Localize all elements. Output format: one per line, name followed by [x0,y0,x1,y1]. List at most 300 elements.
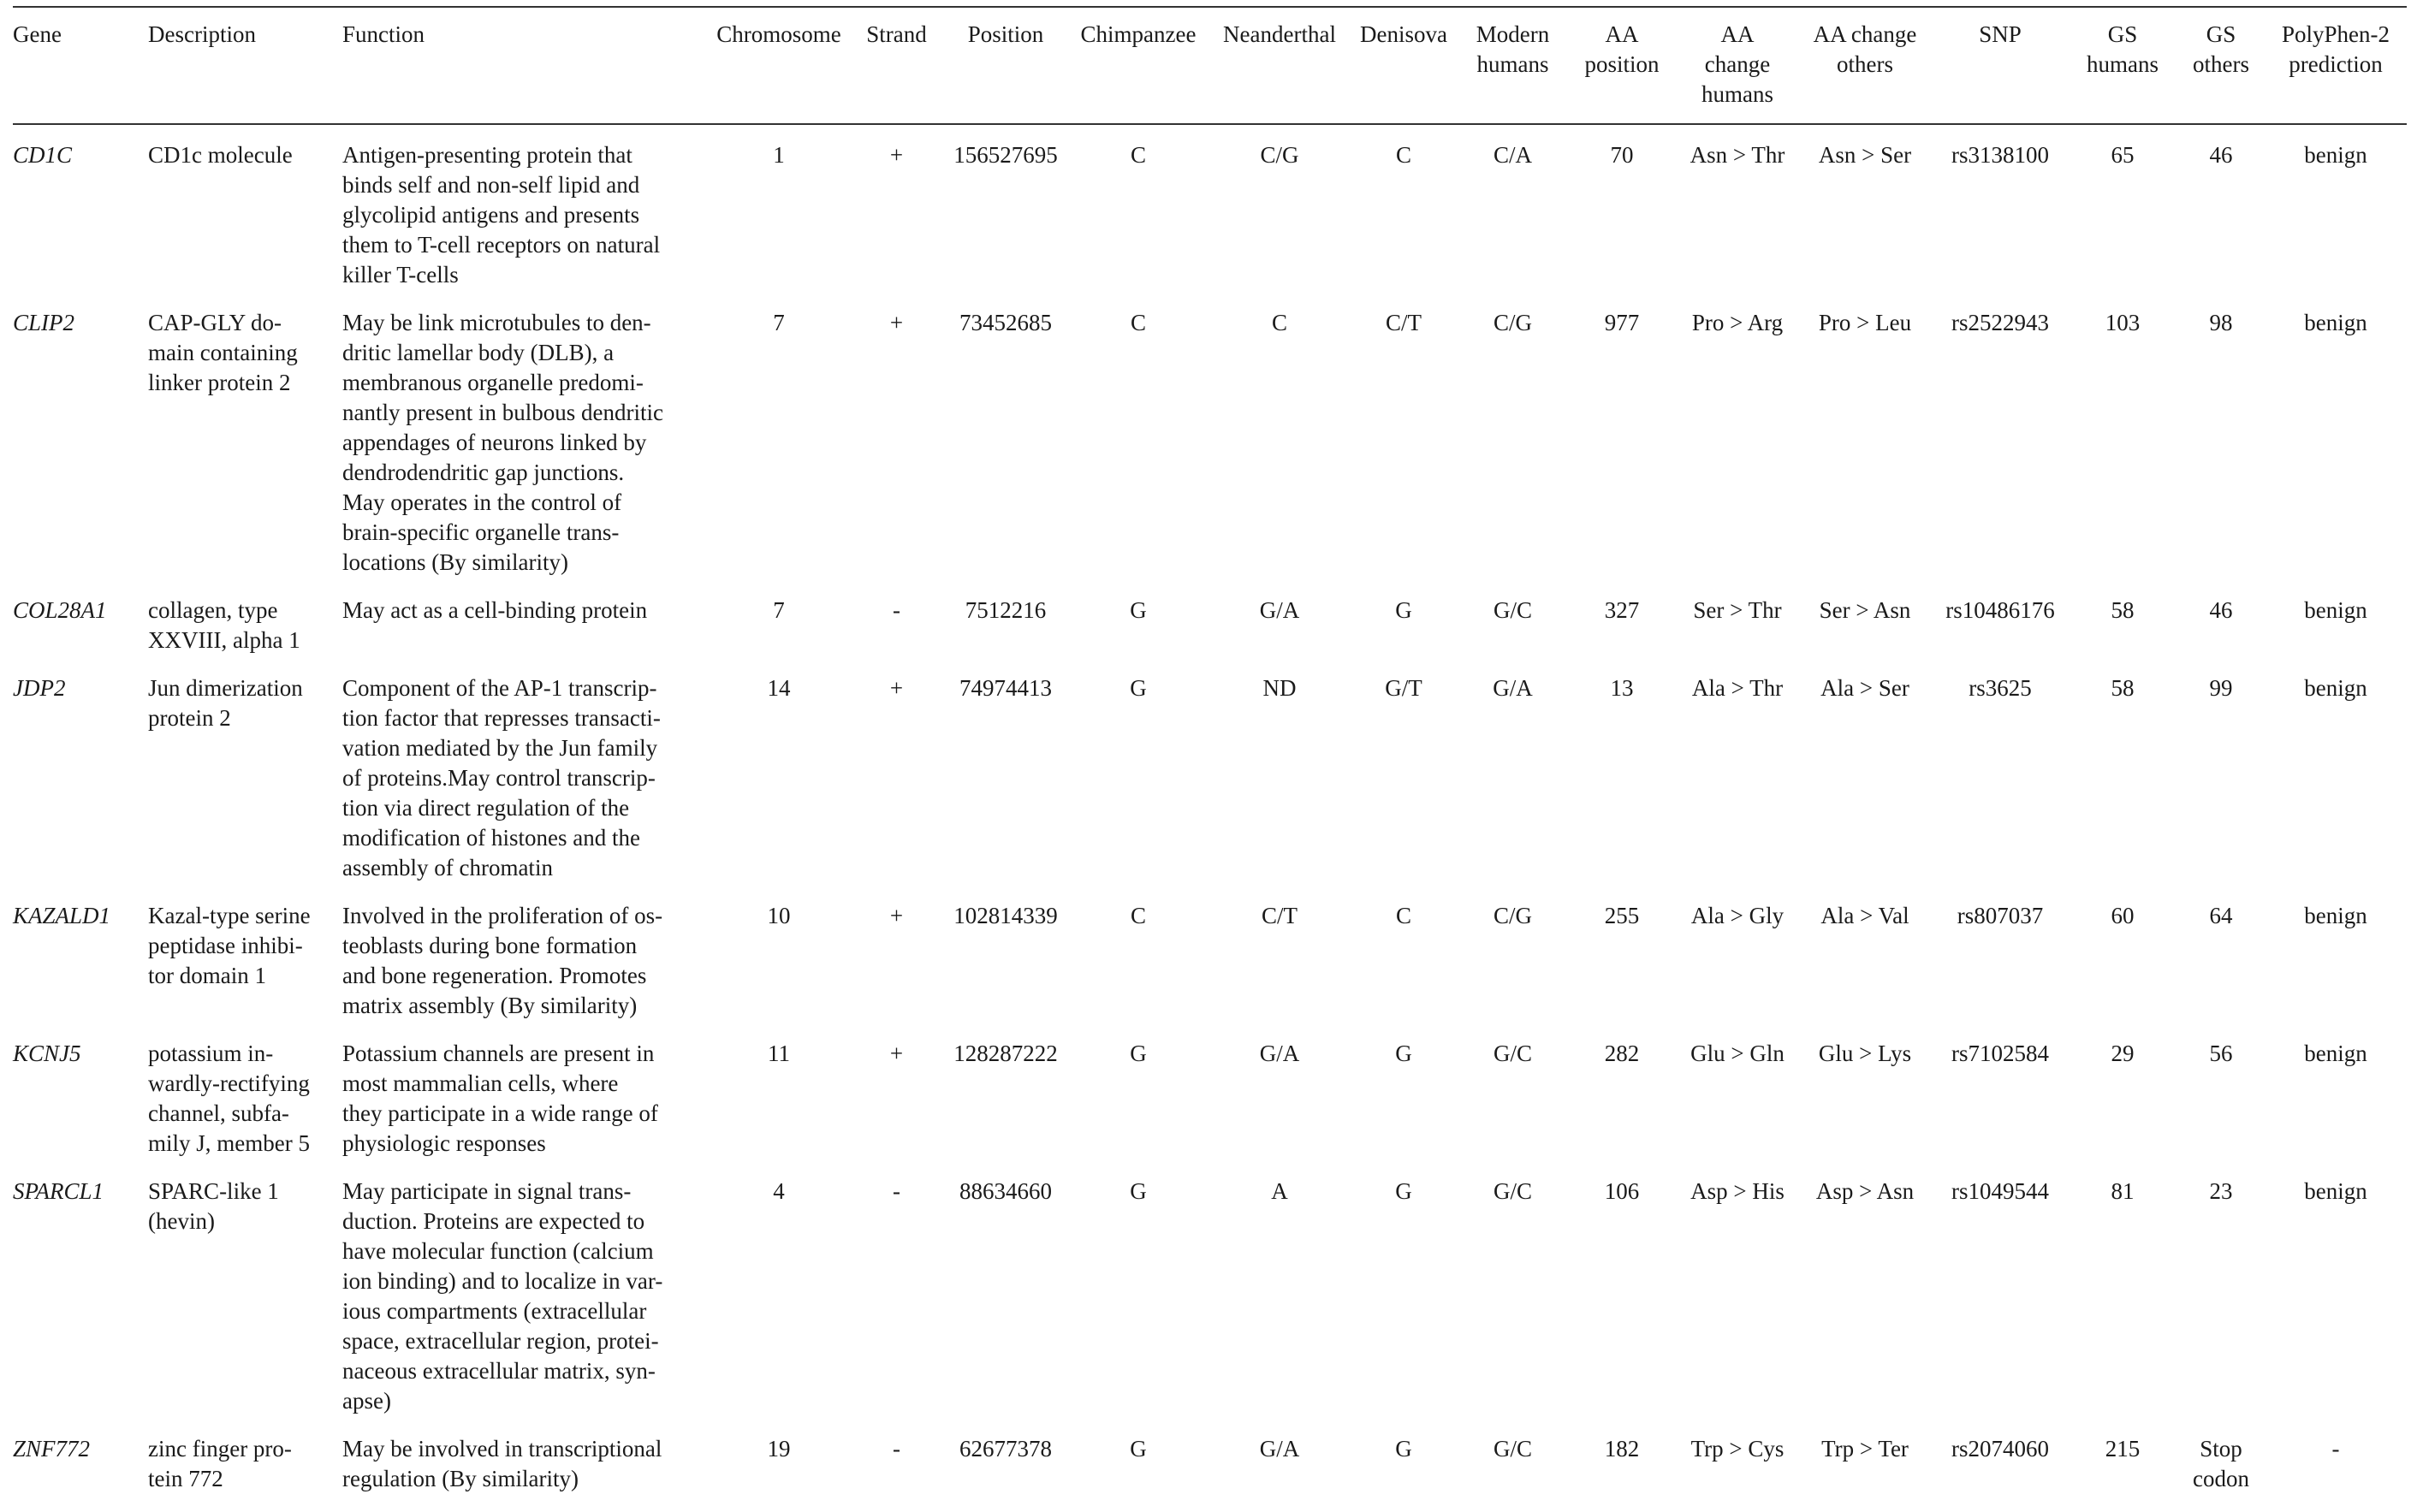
header-text: others [2193,51,2249,77]
cell-description [148,1177,342,1434]
cell-text: Component of the AP-1 transcrip- [342,675,657,701]
cell-chromosome [710,1039,847,1177]
cell-text: tion factor that represses transacti- [342,705,661,731]
cell-text: G/T [1385,675,1422,701]
cell-text: 156527695 [953,142,1058,168]
cell-text: 215 [2105,1436,2141,1462]
cell-gs-humans [2068,596,2177,673]
cell-gs-others [2177,1039,2265,1177]
cell-text: 88634660 [959,1178,1052,1204]
cell-gene [13,673,148,901]
cell-strand [847,596,946,673]
cell-text: rs2522943 [1951,310,2049,335]
cell-text: space, extracellular region, protei- [342,1328,659,1354]
cell-text: benign [2304,1041,2367,1066]
cell-denisova [1348,596,1459,673]
cell-strand [847,673,946,901]
header-text: change [1704,51,1771,77]
cell-aa-change-humans [1678,596,1797,673]
cell-function [342,673,710,901]
column-header-snp [1933,7,2068,124]
cell-gene [13,308,148,596]
cell-denisova [1348,124,1459,308]
cell-polyphen2 [2265,1177,2407,1434]
cell-text: 13 [1610,675,1634,701]
cell-gs-others [2177,308,2265,596]
cell-text: rs3138100 [1951,142,2049,168]
cell-gene [13,596,148,673]
cell-text: - [893,1178,900,1204]
cell-text: benign [2304,597,2367,623]
cell-denisova [1348,673,1459,901]
cell-function [342,901,710,1039]
cell-text: Asn > Ser [1818,142,1912,168]
cell-text: benign [2304,1178,2367,1204]
cell-neanderthal [1211,1039,1348,1177]
cell-description [148,673,342,901]
cell-strand [847,124,946,308]
cell-text: they participate in a wide range of [342,1100,658,1126]
cell-text: C [1130,310,1146,335]
header-text: Denisova [1360,21,1447,47]
cell-text: dendrodendritic gap junctions. [342,460,625,485]
cell-text: rs10486176 [1945,597,2055,623]
header-text: Neanderthal [1223,21,1336,47]
cell-description [148,308,342,596]
cell-text: 4 [773,1178,785,1204]
cell-gs-others [2177,1177,2265,1434]
cell-text: + [889,1041,904,1066]
cell-text: 102814339 [953,903,1058,928]
cell-text: binds self and non-self lipid and [342,172,640,198]
cell-position [946,1039,1066,1177]
cell-text: naceous extracellular matrix, syn- [342,1358,656,1384]
cell-description [148,901,342,1039]
cell-aa-position [1566,1177,1678,1434]
table-row [13,1177,2407,1434]
cell-text: 10 [767,903,791,928]
cell-aa-change-others [1797,596,1933,673]
gene-variant-table [13,6,2407,1512]
cell-text: 182 [1604,1436,1640,1462]
cell-text: Trp > Cys [1690,1436,1784,1462]
cell-snp [1933,1434,2068,1512]
cell-gs-others [2177,1434,2265,1512]
column-header-description [148,7,342,124]
cell-text: 73452685 [959,310,1052,335]
cell-text: 65 [2111,142,2135,168]
cell-modern-humans [1459,1177,1566,1434]
cell-snp [1933,901,2068,1039]
cell-text: C [1130,903,1146,928]
cell-text: C [1395,142,1411,168]
cell-text: 19 [767,1436,791,1462]
cell-chimpanzee [1066,308,1211,596]
cell-text: 74974413 [959,675,1052,701]
cell-text: rs3625 [1969,675,2032,701]
column-header-gene [13,7,148,124]
cell-chromosome [710,1434,847,1512]
column-header-chromosome [710,7,847,124]
cell-text: 58 [2111,597,2135,623]
header-row [13,7,2407,124]
column-header-modern-humans [1459,7,1566,124]
cell-gs-humans [2068,1039,2177,1177]
cell-text: regulation (By similarity) [342,1466,579,1491]
header-text: GS [2206,21,2236,47]
cell-text: Ala > Thr [1691,675,1784,701]
cell-text: dritic lamellar body (DLB), a [342,340,615,365]
cell-text: G [1395,597,1412,623]
cell-strand [847,308,946,596]
cell-text: Kazal-type serine [148,903,311,928]
cell-text: protein 2 [148,705,231,731]
cell-text: G [1130,675,1147,701]
cell-gs-humans [2068,124,2177,308]
table-row [13,596,2407,673]
cell-text: vation mediated by the Jun family [342,735,658,761]
cell-text: and bone regeneration. Promotes [342,963,647,988]
cell-snp [1933,1039,2068,1177]
table-row [13,308,2407,596]
column-header-aa-change-others [1797,7,1933,124]
cell-chimpanzee [1066,901,1211,1039]
cell-text: C [1395,903,1411,928]
cell-gs-humans [2068,901,2177,1039]
cell-text: ion binding) and to localize in var- [342,1268,663,1294]
cell-text: Potassium channels are present in [342,1041,655,1066]
cell-text: rs807037 [1957,903,2044,928]
cell-text: tor domain 1 [148,963,266,988]
cell-text: ND [1262,675,1297,701]
cell-text: C/G [1493,310,1532,335]
cell-text: G/C [1493,597,1532,623]
cell-text: brain-specific organelle trans- [342,519,620,545]
cell-text: potassium in- [148,1041,274,1066]
cell-position [946,124,1066,308]
cell-text: CAP-GLY do- [148,310,282,335]
cell-text: Asp > His [1690,1178,1784,1204]
cell-text: C [1271,310,1287,335]
cell-chromosome [710,308,847,596]
cell-text: Ser > Thr [1693,597,1782,623]
cell-text: G/C [1493,1041,1532,1066]
column-header-gs-others [2177,7,2265,124]
cell-gs-humans [2068,1434,2177,1512]
cell-text: tion via direct regulation of the [342,795,630,821]
cell-text: May operates in the control of [342,489,622,515]
table-row [13,124,2407,308]
cell-aa-change-others [1797,1039,1933,1177]
cell-text: tein 772 [148,1466,223,1491]
cell-aa-position [1566,1039,1678,1177]
cell-function [342,1039,710,1177]
header-text: humans [1701,81,1773,107]
cell-chimpanzee [1066,124,1211,308]
cell-text: G/A [1259,1436,1300,1462]
cell-text: JDP2 [13,675,66,701]
cell-text: 56 [2209,1041,2233,1066]
cell-chromosome [710,673,847,901]
cell-text: G/A [1259,597,1300,623]
cell-strand [847,901,946,1039]
cell-text: + [889,675,904,701]
column-header-aa-position [1566,7,1678,124]
cell-aa-position [1566,1434,1678,1512]
cell-text: G [1130,1041,1147,1066]
cell-text: 46 [2209,597,2233,623]
cell-denisova [1348,308,1459,596]
cell-text: C/A [1493,142,1532,168]
cell-aa-position [1566,901,1678,1039]
cell-modern-humans [1459,1434,1566,1512]
header-text: Gene [13,21,62,47]
header-text: Modern [1476,21,1550,47]
cell-text: CD1c molecule [148,142,293,168]
cell-text: most mammalian cells, where [342,1070,619,1096]
cell-snp [1933,1177,2068,1434]
cell-gene [13,1039,148,1177]
column-header-strand [847,7,946,124]
cell-text: rs2074060 [1951,1436,2049,1462]
cell-gs-others [2177,901,2265,1039]
header-text: SNP [1979,21,2022,47]
cell-text: G [1130,1178,1147,1204]
header-text: humans [1476,51,1549,77]
cell-aa-change-humans [1678,124,1797,308]
cell-aa-change-others [1797,673,1933,901]
cell-position [946,1177,1066,1434]
cell-text: 7 [773,310,785,335]
cell-chimpanzee [1066,673,1211,901]
cell-function [342,1434,710,1512]
cell-function [342,596,710,673]
table-header [13,7,2407,124]
column-header-position [946,7,1066,124]
column-header-gs-humans [2068,7,2177,124]
cell-text: 106 [1604,1178,1640,1204]
cell-aa-change-others [1797,308,1933,596]
cell-text: Involved in the proliferation of os- [342,903,663,928]
cell-text: codon [2193,1466,2249,1491]
cell-gs-humans [2068,1177,2177,1434]
cell-text: benign [2304,310,2367,335]
cell-text: G [1395,1436,1412,1462]
cell-aa-position [1566,596,1678,673]
cell-text: + [889,310,904,335]
cell-text: peptidase inhibi- [148,933,303,958]
cell-aa-change-others [1797,1177,1933,1434]
cell-text: matrix assembly (By similarity) [342,993,638,1018]
cell-text: 128287222 [953,1041,1058,1066]
header-text: Description [148,21,256,47]
cell-text: 7 [773,597,785,623]
cell-chromosome [710,124,847,308]
cell-chromosome [710,1177,847,1434]
cell-snp [1933,596,2068,673]
cell-text: 29 [2111,1041,2135,1066]
header-text: PolyPhen-2 [2281,21,2390,47]
column-header-polyphen2 [2265,7,2407,124]
cell-polyphen2 [2265,1039,2407,1177]
cell-text: Jun dimerization [148,675,303,701]
cell-text: KCNJ5 [13,1041,81,1066]
cell-position [946,673,1066,901]
cell-text: C/T [1385,310,1422,335]
cell-text: modification of histones and the [342,825,640,851]
cell-strand [847,1177,946,1434]
header-text: AA change [1813,21,1917,47]
column-header-neanderthal [1211,7,1348,124]
cell-text: CLIP2 [13,310,75,335]
cell-text: apse) [342,1388,391,1414]
cell-modern-humans [1459,1039,1566,1177]
cell-neanderthal [1211,308,1348,596]
cell-modern-humans [1459,596,1566,673]
cell-text: 282 [1604,1041,1640,1066]
header-text: Chimpanzee [1080,21,1197,47]
cell-chromosome [710,596,847,673]
table-row [13,1039,2407,1177]
cell-neanderthal [1211,1434,1348,1512]
cell-position [946,901,1066,1039]
cell-neanderthal [1211,124,1348,308]
cell-text: COL28A1 [13,597,107,623]
cell-text: May be involved in transcriptional [342,1436,662,1462]
cell-text: Ala > Ser [1820,675,1909,701]
table-row [13,1434,2407,1512]
cell-chimpanzee [1066,1434,1211,1512]
cell-text: Glu > Lys [1818,1041,1912,1066]
header-text: humans [2087,51,2159,77]
header-text: Position [967,21,1044,47]
cell-position [946,308,1066,596]
cell-chimpanzee [1066,1039,1211,1177]
cell-text: collagen, type [148,597,278,623]
cell-aa-change-others [1797,124,1933,308]
cell-text: ious compartments (extracellular [342,1298,647,1324]
header-text: AA [1605,21,1639,47]
cell-text: them to T-cell receptors on natural [342,232,661,258]
header-text: Chromosome [716,21,841,47]
cell-text: Glu > Gln [1690,1041,1784,1066]
column-header-chimpanzee [1066,7,1211,124]
cell-text: 58 [2111,675,2135,701]
cell-text: - [893,597,900,623]
cell-text: SPARC-like 1 [148,1178,279,1204]
cell-text: G [1130,597,1147,623]
cell-description [148,596,342,673]
cell-text: G/C [1493,1178,1532,1204]
cell-text: G/A [1259,1041,1300,1066]
cell-text: 60 [2111,903,2135,928]
cell-aa-change-humans [1678,1177,1797,1434]
cell-text: C/G [1260,142,1299,168]
cell-text: CD1C [13,142,73,168]
header-text: position [1584,51,1660,77]
cell-text: membranous organelle predomi- [342,370,644,395]
cell-text: G/C [1493,1436,1532,1462]
cell-text: channel, subfa- [148,1100,289,1126]
cell-text: benign [2304,903,2367,928]
cell-text: glycolipid antigens and presents [342,202,640,228]
cell-text: - [2331,1436,2340,1462]
cell-text: benign [2304,142,2367,168]
cell-text: ZNF772 [13,1436,91,1462]
cell-text: 103 [2105,310,2141,335]
cell-text: C/G [1493,903,1532,928]
cell-aa-position [1566,124,1678,308]
cell-text: KAZALD1 [13,903,111,928]
cell-text: Asn > Thr [1689,142,1785,168]
cell-description [148,1039,342,1177]
cell-gene [13,1177,148,1434]
cell-text: 62677378 [959,1436,1052,1462]
cell-aa-change-others [1797,901,1933,1039]
cell-text: locations (By similarity) [342,549,568,575]
cell-text: 327 [1604,597,1640,623]
cell-text: teoblasts during bone formation [342,933,638,958]
cell-text: - [893,1436,900,1462]
cell-text: Trp > Ter [1821,1436,1909,1462]
cell-text: mily J, member 5 [148,1130,310,1156]
cell-denisova [1348,901,1459,1039]
cell-text: assembly of chromatin [342,855,553,881]
cell-text: May act as a cell-binding protein [342,597,648,623]
cell-text: G [1395,1178,1412,1204]
cell-neanderthal [1211,1177,1348,1434]
cell-gs-humans [2068,308,2177,596]
cell-position [946,596,1066,673]
cell-text: G [1395,1041,1412,1066]
cell-aa-position [1566,308,1678,596]
column-header-aa-change-humans [1678,7,1797,124]
cell-strand [847,1434,946,1512]
cell-text: zinc finger pro- [148,1436,292,1462]
cell-text: C [1130,142,1146,168]
cell-text: benign [2304,675,2367,701]
cell-chromosome [710,901,847,1039]
header-text: Strand [866,21,927,47]
cell-text: SPARCL1 [13,1178,104,1204]
cell-text: linker protein 2 [148,370,291,395]
cell-text: Ser > Asn [1819,597,1911,623]
cell-text: A [1271,1178,1288,1204]
cell-snp [1933,673,2068,901]
cell-strand [847,1039,946,1177]
cell-polyphen2 [2265,596,2407,673]
cell-modern-humans [1459,308,1566,596]
cell-snp [1933,308,2068,596]
cell-gs-others [2177,673,2265,901]
cell-text: Pro > Arg [1691,310,1784,335]
cell-text: rs7102584 [1951,1041,2049,1066]
header-text: Function [342,21,425,47]
cell-text: Antigen-presenting protein that [342,142,632,168]
cell-description [148,124,342,308]
cell-text: 255 [1604,903,1640,928]
cell-text: Ala > Gly [1690,903,1784,928]
cell-polyphen2 [2265,308,2407,596]
cell-modern-humans [1459,673,1566,901]
cell-text: (hevin) [148,1208,215,1234]
cell-aa-change-humans [1678,901,1797,1039]
cell-text: G/A [1493,675,1533,701]
cell-aa-position [1566,673,1678,901]
cell-text: May participate in signal trans- [342,1178,632,1204]
cell-text: have molecular function (calcium [342,1238,654,1264]
cell-gs-others [2177,124,2265,308]
